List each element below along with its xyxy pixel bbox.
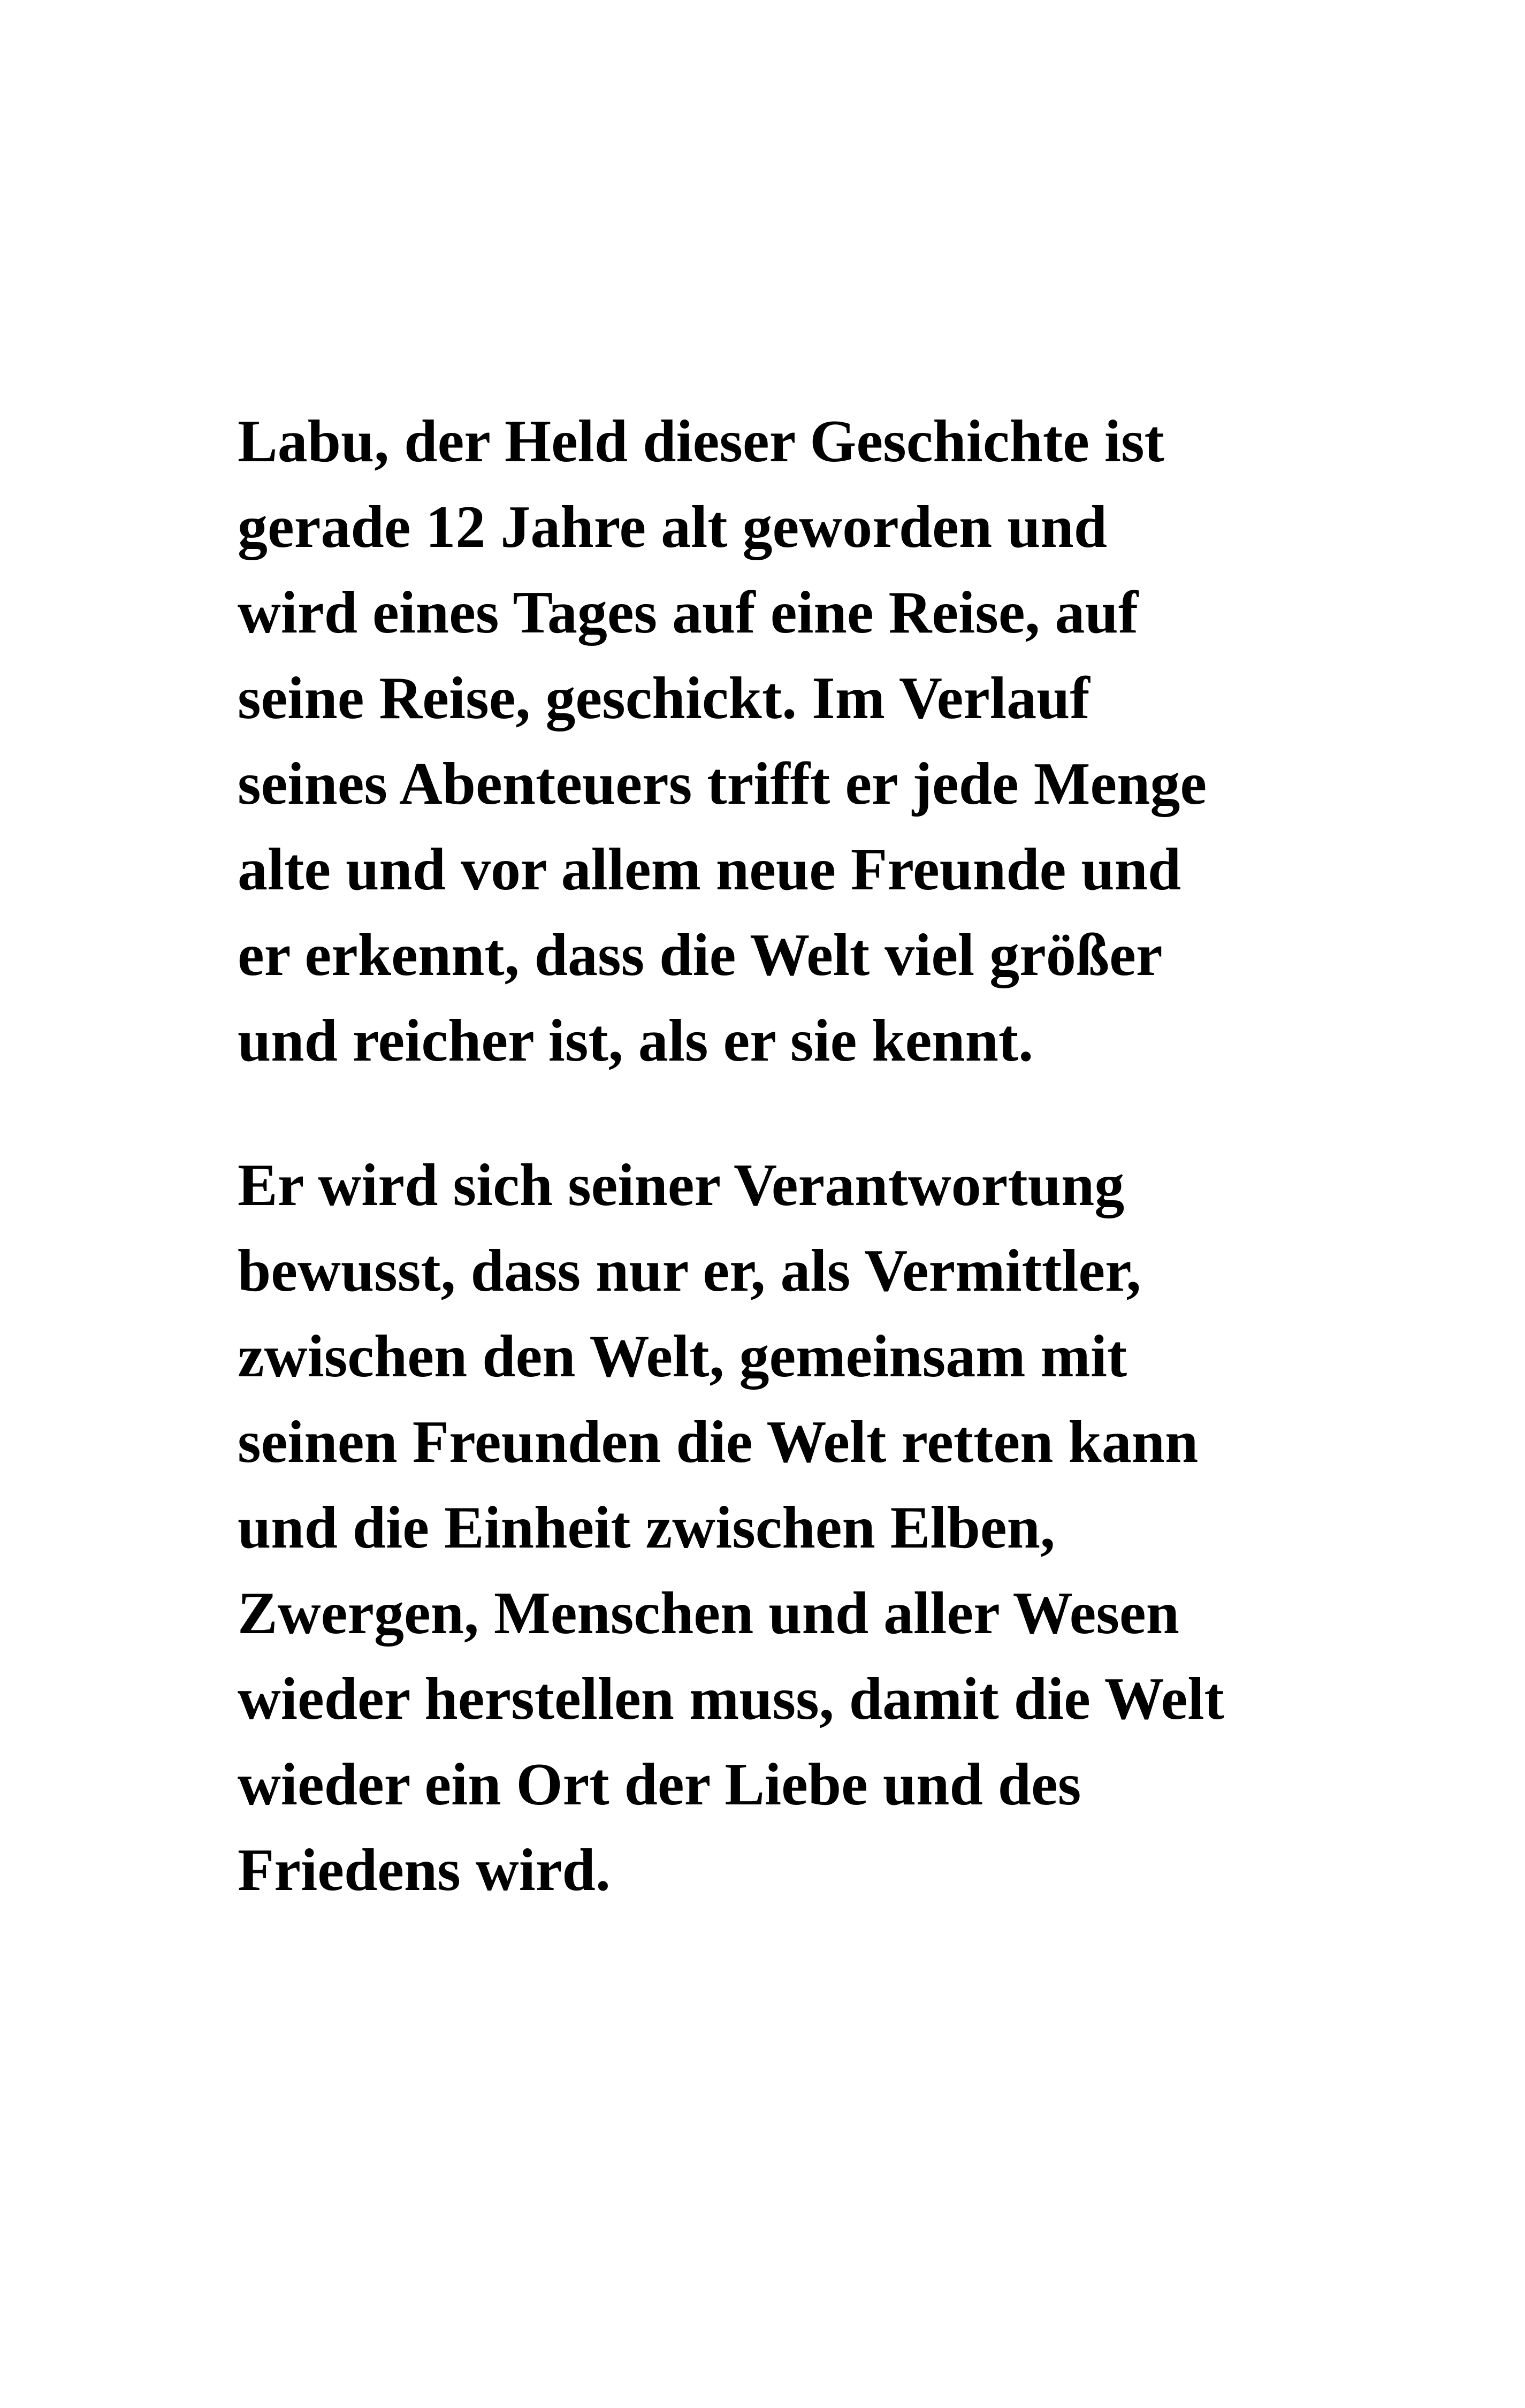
text-line: Zwergen, Menschen und aller Wesen [238,1580,1179,1647]
text-line: und die Einheit zwischen Elben, [238,1495,1055,1561]
text-line: alte und vor allem neue Freunde und [238,836,1181,903]
text-line: er erkennt, dass die Welt viel größer [238,922,1163,988]
text-line: wird eines Tages auf eine Reise, auf [238,580,1139,646]
text-line: bewusst, dass nur er, als Vermittler, [238,1238,1141,1304]
text-line: Er wird sich seiner Verantwortung [238,1152,1125,1218]
text-line: seinen Freunden die Welt retten kann [238,1409,1199,1475]
text-line: seines Abenteuers trifft er jede Menge [238,751,1207,817]
paragraph-1 [238,399,1335,1084]
paragraph-2 [238,1142,1335,1913]
text-line: gerade 12 Jahre alt geworden und [238,494,1107,560]
text-line: wieder herstellen muss, damit die Welt [238,1666,1224,1732]
text-line: Friedens wird. [238,1837,611,1903]
text-line: und reicher ist, als er sie kennt. [238,1008,1034,1074]
text-line: Labu, der Held dieser Geschichte ist [238,408,1164,475]
text-line: seine Reise, geschickt. Im Verlauf [238,665,1090,731]
text-line: wieder ein Ort der Liebe und des [238,1751,1081,1818]
text-line: zwischen den Welt, gemeinsam mit [238,1323,1127,1390]
